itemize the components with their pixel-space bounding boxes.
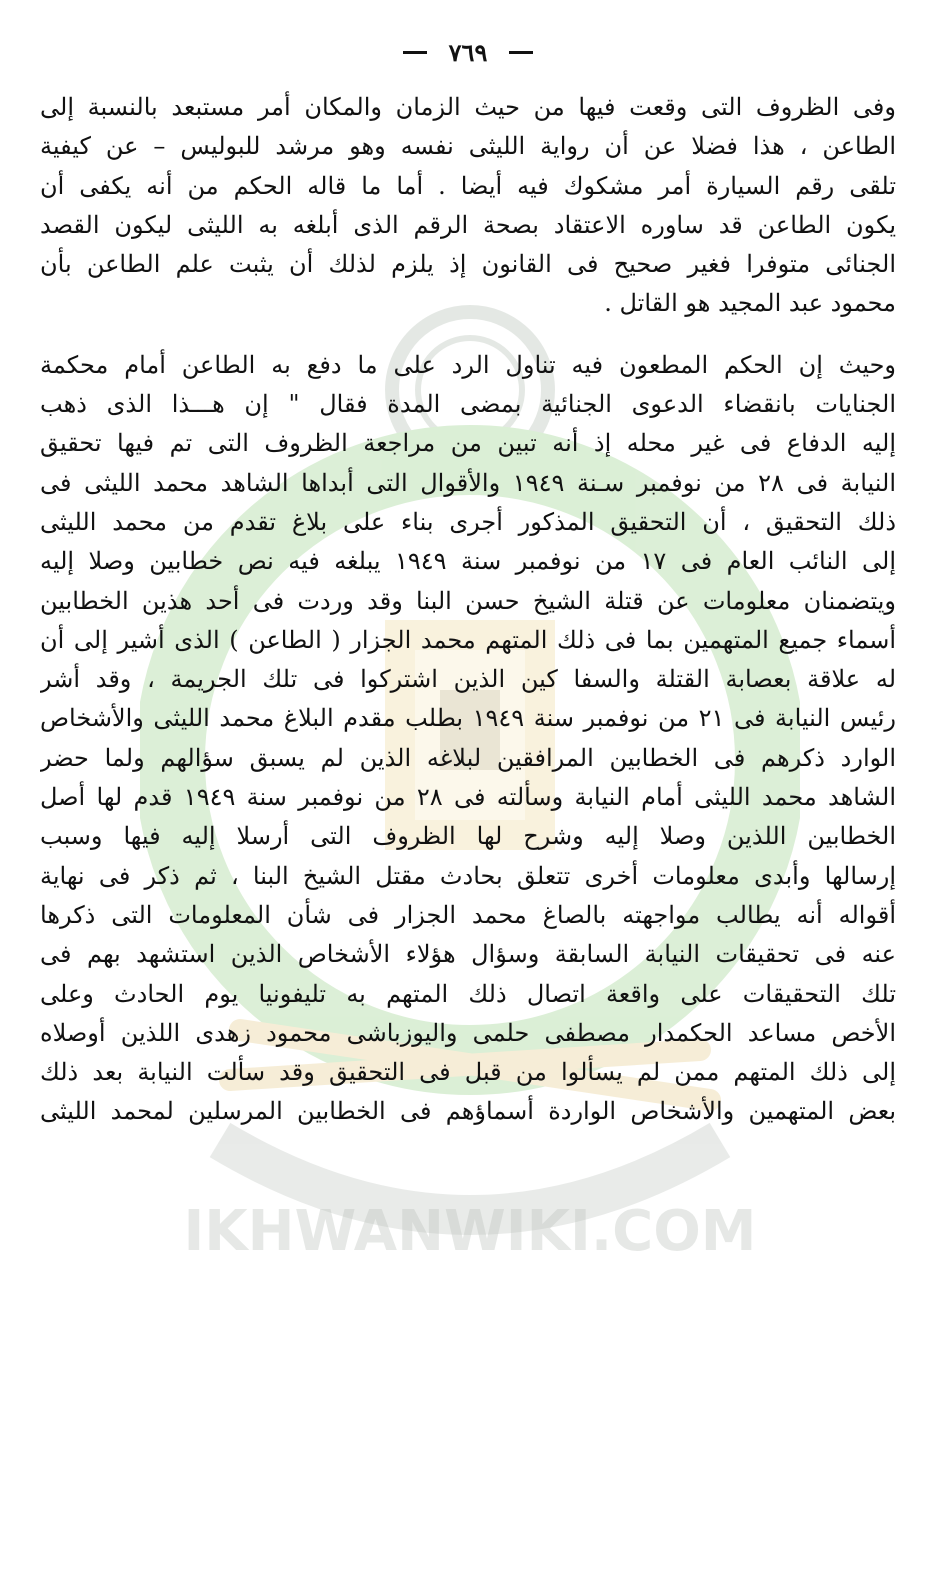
paragraph-line: أقواله أنه يطالب مواجهته بالصاغ محمد الجزار فى شأن المعلومات التى ذكرها bbox=[40, 900, 896, 929]
watermark-text: IKHWANWIKI.COM bbox=[183, 1199, 757, 1264]
paragraph-line: محمود عبد المجيد هو القاتل . bbox=[604, 289, 896, 318]
paragraph-line: الجنايات بانقضاء الدعوى الجنائية بمضى المدة فقال " إن هـــذا الذى ذهب bbox=[40, 390, 896, 419]
paragraph-line: الشاهد محمد الليثى أمام النيابة وسألته فى ٢٨ من نوفمبر سنة ١٩٤٩ قدم لها أصل bbox=[40, 783, 896, 812]
paragraph-line: إليه الدفاع فى غير محله إذ أنه تبين من مراجعة الظروف التى تم فيها تحقيق bbox=[40, 429, 896, 458]
paragraph-line: أسماء جميع المتهمين بما فى ذلك المتهم محمد الجزار ( الطاعن ) الذى أشير إلى أن bbox=[40, 625, 896, 654]
paragraph-line: ذلك التحقيق ، أن التحقيق المذكور أجرى بناء على بلاغ تقدم من محمد الليثى bbox=[40, 507, 896, 536]
paragraph-line: رئيس النيابة فى ٢١ من نوفمبر سنة ١٩٤٩ بطلب مقدم البلاغ محمد الليثى والأشخاص bbox=[40, 704, 896, 733]
paragraph-line: الجنائى متوفرا فغير صحيح فى القانون إذ يلزم لذلك أن يثبت علم الطاعن بأن bbox=[40, 250, 896, 279]
page-number-text: ٧٦٩ bbox=[448, 37, 488, 67]
paragraph-2 bbox=[40, 346, 896, 1132]
paragraph-line: بعض المتهمين والأشخاص الواردة أسماؤهم فى الخطابين المرسلين لمحمد الليثى bbox=[40, 1097, 896, 1126]
paragraph-line: الطاعن ، هذا فضلا عن أن رواية الليثى نفسه وهو مرشد للبوليس – عن كيفية bbox=[40, 132, 896, 161]
paragraph-line: تلقى رقم السيارة أمر مشكوك فيه أيضا . أما ما قاله الحكم من أنه يكفى أن bbox=[40, 171, 896, 200]
page-number-dash-left bbox=[403, 51, 427, 54]
paragraph-line: إرسالها وأبدى معلومات أخرى تتعلق بحادث مقتل الشيخ البنا ، ثم ذكر فى نهاية bbox=[40, 861, 896, 890]
paragraph-line: الخطابين اللذين وصلا إليه وشرح لها الظروف التى أرسلا إليه فيها وسبب bbox=[40, 822, 896, 851]
paragraph-line: يكون الطاعن قد ساوره الاعتقاد بصحة الرقم الذى أبلغه به الليثى ليكون القصد bbox=[40, 210, 896, 239]
page-number-dash-right bbox=[509, 51, 533, 54]
document-page bbox=[40, 30, 896, 1132]
paragraph-line: ويتضمنان معلومات عن قتلة الشيخ حسن البنا وقد وردت فى أحد هذين الخطابين bbox=[40, 586, 896, 615]
paragraph-line: النيابة فى ٢٨ من نوفمبر سـنة ١٩٤٩ والأقوال التى أبداها الشاهد محمد الليثى فى bbox=[40, 468, 896, 497]
paragraph-line: له علاقة بعصابة القتلة والسفا كين الذين اشتركوا فى تلك الجريمة ، وقد أشر bbox=[40, 665, 896, 694]
page-number bbox=[40, 30, 896, 74]
paragraph-line: وفى الظروف التى وقعت فيها من حيث الزمان والمكان أمر مستبعد بالنسبة إلى bbox=[40, 93, 896, 121]
paragraph-line: الوارد ذكرهم فى الخطابين المرافقين لبلاغه الذين لم يسبق سؤالهم ولما حضر bbox=[40, 743, 896, 772]
paragraph-line: تلك التحقيقات على واقعة اتصال ذلك المتهم به تليفونيا يوم الحادث وعلى bbox=[40, 979, 896, 1008]
paragraph-line: عنه فى تحقيقات النيابة السابقة وسؤال هؤلاء الأشخاص الذين استشهد بهم فى bbox=[40, 940, 896, 969]
paragraph-line: إلى النائب العام فى ١٧ من نوفمبر سنة ١٩٤٩ يبلغه فيه نص خطابين وصلا إليه bbox=[40, 547, 896, 576]
paragraph-line: وحيث إن الحكم المطعون فيه تناول الرد على ما دفع به الطاعن أمام محكمة bbox=[40, 350, 896, 379]
paragraph-line: إلى ذلك المتهم ممن لم يسألوا من قبل فى التحقيق وقد سألت النيابة بعد ذلك bbox=[40, 1058, 896, 1087]
paragraph-line: الأخص مساعد الحكمدار مصطفى حلمى واليوزباشى محمود زهدى اللذين أوصلاه bbox=[40, 1018, 896, 1047]
paragraph-1 bbox=[40, 88, 896, 324]
